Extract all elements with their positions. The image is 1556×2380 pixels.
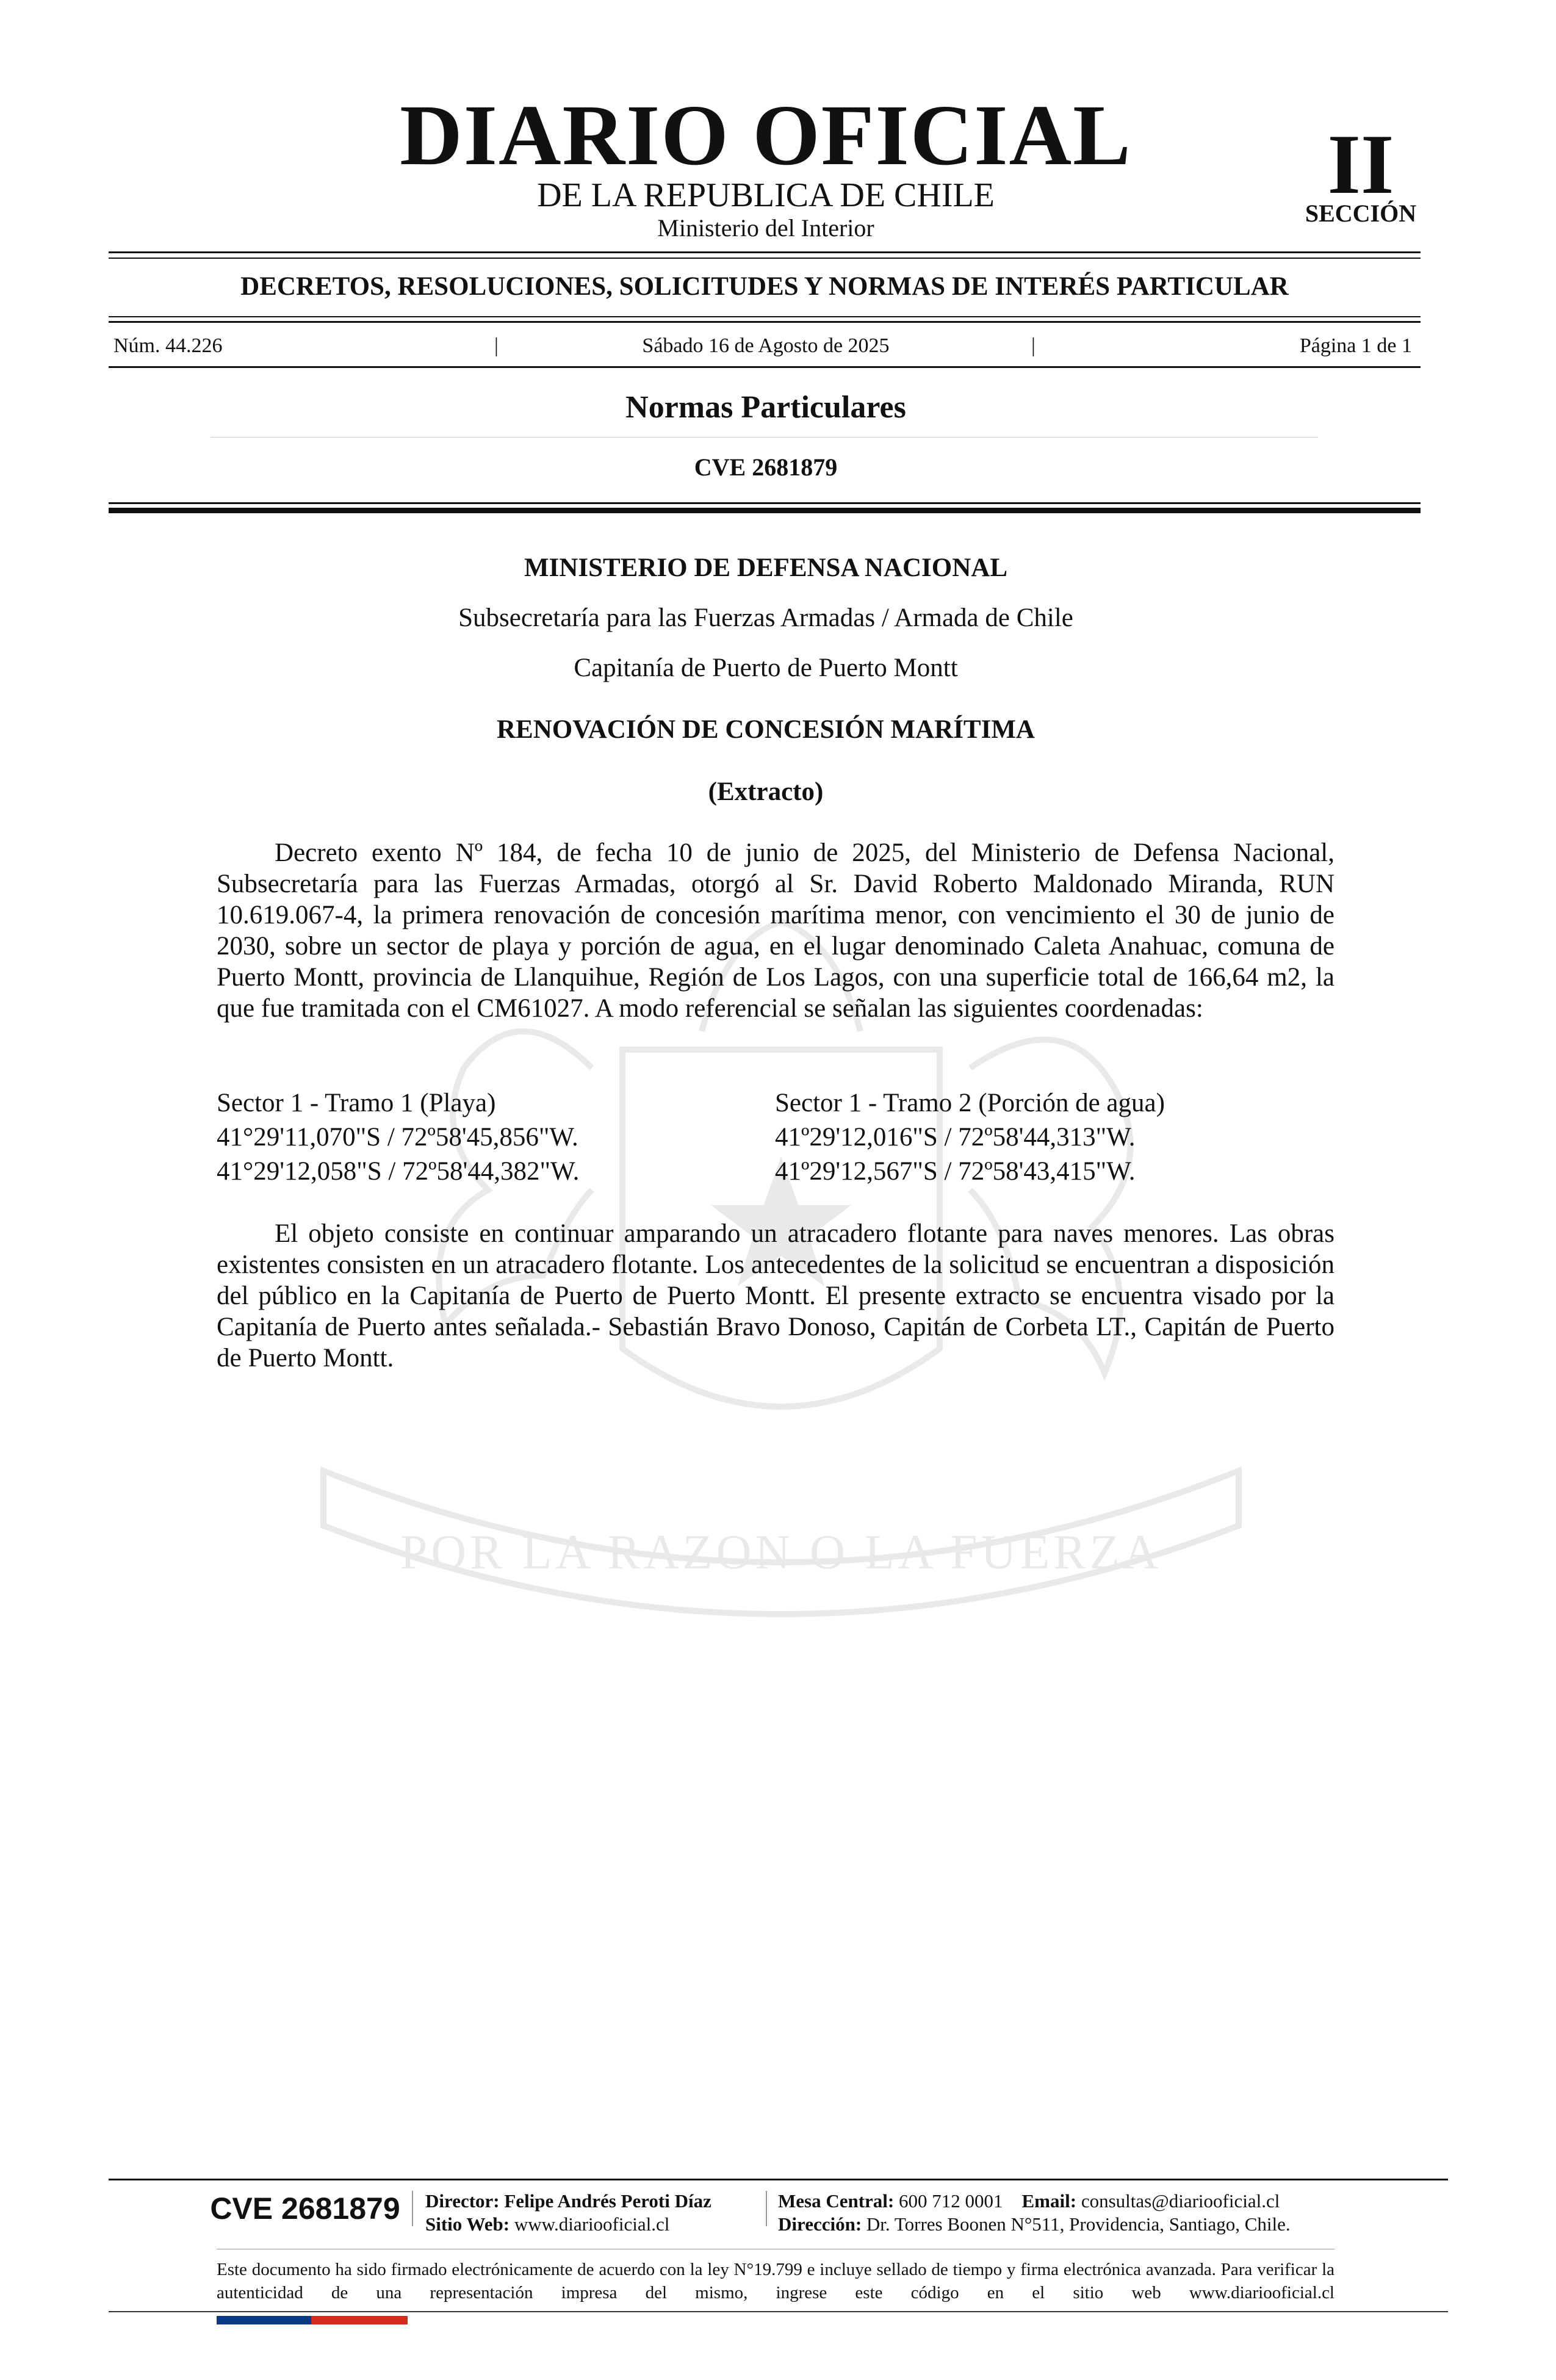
footer-director-block [425,2190,711,2236]
address-value: Dr. Torres Boonen N°511, Providencia, Santiago, Chile. [866,2213,1291,2235]
footer-separator [766,2191,767,2226]
ministry-heading: MINISTERIO DE DEFENSA NACIONAL [524,554,1008,582]
flag-stripe-red [311,2316,408,2324]
issue-date: Sábado 16 de Agosto de 2025 [642,334,890,357]
page-indicator: Página 1 de 1 [1299,334,1412,357]
section-title: Normas Particulares [625,390,906,425]
email-label: Email: [1021,2190,1077,2212]
footer-cve-code: CVE 2681879 [210,2191,400,2226]
website-label: Sitio Web: [425,2213,510,2235]
phone-number: 600 712 0001 [899,2190,1003,2212]
director-name: Felipe Andrés Peroti Díaz [504,2190,711,2212]
footer-separator [412,2191,413,2226]
coordinate-row: 41º29'12,567"S / 72º58'43,415"W. [775,1157,1136,1186]
body-paragraph: El objeto consiste en continuar amparando un atracadero flotante para naves menores. Las obras existentes consisten en un atracadero flotante. Los antecedentes de la solicitud se encuentran a disposición del público en la Capitanía de Puerto de Puerto Montt. El presente extracto se encuentra visado por la Capitanía de Puerto antes señalada.- Sebastián Bravo Donoso, Capitán de Corbeta LT., Capitán de Puerto de Puerto Montt. [217,1219,1334,1372]
coordinate-row: 41°29'11,070"S / 72º58'45,856"W. [217,1123,578,1152]
divider [109,258,1421,259]
divider [109,251,1421,253]
section-banner: DECRETOS, RESOLUCIONES, SOLICITUDES Y NORMAS DE INTERÉS PARTICULAR [240,272,1289,301]
address-label: Dirección: [778,2213,862,2235]
masthead-ministry: Ministerio del Interior [657,214,874,242]
thin-divider [211,437,1318,438]
issue-separator: | [1031,334,1036,357]
document-subtitle: (Extracto) [708,777,824,806]
masthead-subtitle: DE LA REPUBLICA DE CHILE [537,176,995,214]
coordinate-row: 41°29'12,058"S / 72º58'44,382"W. [217,1157,580,1186]
body-paragraph: Decreto exento Nº 184, de fecha 10 de junio de 2025, del Ministerio de Defensa Nacional, Subsecretaría para las Fuerzas Armadas, otorgó al Sr. David Roberto Maldonado Miranda, RUN 10.619.067-4, la primera renovación de concesión marítima menor, con vencimiento el 30 de junio de 2030, sobre un sector de playa y porción de agua, en el lugar denominado Caleta Anahuac, comuna de Puerto Montt, provincia de Llanquihue, Región de Los Lagos, con una superficie total de 166,64 m2, la que fue tramitada con el CM61027. A modo referencial se señalan las siguientes coordenadas: [217,838,1334,1023]
thick-divider [109,508,1421,513]
flag-stripe-blue [217,2316,311,2324]
director-label: Director: [425,2190,500,2212]
divider [109,321,1421,323]
divider [109,502,1421,504]
coordinates-left-column [217,1086,766,1189]
coordinate-row: 41º29'12,016"S / 72º58'44,313"W. [775,1123,1136,1152]
coordinates-heading: Sector 1 - Tramo 1 (Playa) [217,1089,496,1117]
document-title: RENOVACIÓN DE CONCESIÓN MARÍTIMA [497,715,1035,744]
footer-contact-block [778,2190,1291,2236]
website-link[interactable]: www.diariooficial.cl [514,2213,670,2235]
section-number: II [1327,117,1394,212]
coordinates-right-column [775,1086,1355,1189]
phone-label: Mesa Central: [778,2190,895,2212]
footer-divider [109,2179,1448,2180]
issue-separator: | [494,334,499,357]
divider [109,366,1421,368]
email-link[interactable]: consultas@diariooficial.cl [1081,2190,1280,2212]
capitania-heading: Capitanía de Puerto de Puerto Montt [574,654,958,682]
cve-code: CVE 2681879 [694,453,838,481]
divider [109,316,1421,317]
coordinates-heading: Sector 1 - Tramo 2 (Porción de agua) [775,1089,1165,1117]
masthead-title: DIARIO OFICIAL [400,87,1132,183]
section-label: SECCIÓN [1305,200,1417,227]
issue-number: Núm. 44.226 [113,334,223,357]
footer-bottom-divider [109,2311,1448,2312]
footer-legal-notice: Este documento ha sido firmado electrónicamente de acuerdo con la ley N°19.799 e incluye sellado de tiempo y firma electrónica avanzada. Para verificar la autenticidad de una representación impresa del mismo, ingrese este código en el sitio web www.diariooficial.cl [217,2260,1334,2302]
subsecretaria-heading: Subsecretaría para las Fuerzas Armadas / Armada de Chile [458,604,1073,632]
watermark-motto: POR LA RAZON O LA FUERZA [400,1526,1162,1579]
